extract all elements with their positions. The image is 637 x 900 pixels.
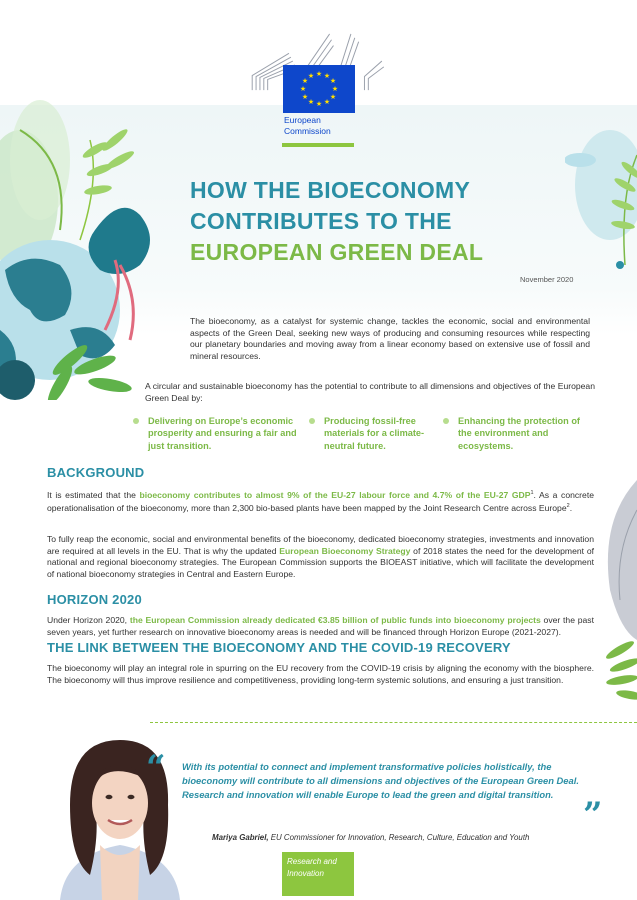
author-role: EU Commissioner for Innovation, Research, Culture, Education and Youth <box>268 833 530 842</box>
badge-line-2: Innovation <box>287 868 324 878</box>
intro-paragraph: The bioeconomy, as a catalyst for systemic change, tackles the economic, social and environmental aspects of the Green Deal, seeking new ways of producing and consuming resources while respecting our planetary boundaries and moving away from a linear economy based on extensive use of fossil and mineral resources. <box>190 316 590 361</box>
quote-attribution <box>212 833 529 842</box>
text-run: Under Horizon 2020, <box>47 615 130 625</box>
svg-text:★: ★ <box>299 85 307 93</box>
commission-logo-text <box>284 115 354 137</box>
covid-paragraph: The bioeconomy will play an integral role in spurring on the EU recovery from the COVID-19 crisis by aligning the economy with the biosphere. The bioeconomy will thus improve resilience and competitiveness, providing long-term systemic solutions, and ensuring a just transition. <box>47 663 594 685</box>
page-title <box>190 175 483 268</box>
right-lower-plants-decoration <box>590 480 637 710</box>
highlight-funding: the European Commission already dedicated €3.85 billion of public funds into bioeconomy projects <box>129 615 541 625</box>
svg-text:★: ★ <box>301 77 309 85</box>
publication-date: November 2020 <box>520 275 574 284</box>
svg-text:★: ★ <box>331 85 339 93</box>
close-quote-icon: ” <box>583 795 603 835</box>
research-innovation-badge <box>282 852 354 896</box>
bullet-dot-icon <box>133 418 139 424</box>
footnote-ref: 1 <box>530 490 534 496</box>
text-run: of 2018 states the need for the development of national and regional bioeconomy strategies. The European Commission supports the BIOEAST initiative, which will facilitate the development of national bioeconomy strategies in Central and Eastern Europe. <box>47 545 594 579</box>
covid-heading: THE LINK BETWEEN THE BIOECONOMY AND THE COVID-19 RECOVERY <box>47 640 511 655</box>
quote-divider <box>150 722 637 723</box>
bioeconomy-strategy-link[interactable]: European Bioeconomy Strategy <box>279 545 411 556</box>
logo-green-underline <box>282 143 354 147</box>
horizon-heading: HORIZON 2020 <box>47 592 142 607</box>
svg-text:★: ★ <box>323 72 331 80</box>
objectives-list <box>133 415 603 455</box>
svg-text:★: ★ <box>307 98 315 106</box>
title-line-1: HOW THE BIOECONOMY <box>190 177 471 203</box>
circular-bioeconomy-paragraph: A circular and sustainable bioeconomy has the potential to contribute to all dimensions and objectives of the European Green Deal by: <box>145 381 595 403</box>
text-run: . <box>569 503 573 514</box>
text-run: over the past seven years, yet further research on innovative bioeconomy areas is needed and will be financed through Horizon Europe (2021-2027). <box>47 615 594 637</box>
svg-text:★: ★ <box>301 93 309 101</box>
badge-line-1: Research and <box>287 857 337 866</box>
footnote-ref: 2 <box>566 503 570 510</box>
svg-text:★: ★ <box>315 100 323 108</box>
title-line-2: CONTRIBUTES TO THE <box>190 208 452 234</box>
globe-plants-illustration <box>0 100 160 400</box>
text-run: To fully reap the economic, social and environmental benefits of the bioeconomy, dedicated bioeconomy strategies, investments and innovation are required at all levels in the EU. That is why the updated <box>47 534 594 556</box>
author-name: Mariya Gabriel, <box>212 833 269 842</box>
bullet-dot-icon <box>309 418 315 424</box>
objective-text: Producing fossil-free materials for a climate-neutral future. <box>324 416 425 451</box>
commissioner-portrait <box>40 735 200 900</box>
text-run: It is estimated that the <box>47 489 140 500</box>
background-heading: BACKGROUND <box>47 465 145 480</box>
quote-text: With its potential to connect and implement transformative policies holistically, the bioeconomy will contribute to all dimensions and objectives of the European Green Deal. Research and innovation will enable Europe to lead the green and digital transition. <box>182 761 579 800</box>
open-quote-icon: “ <box>146 748 166 788</box>
text-run: . As a concrete operationalisation of the bioeconomy, more than 2,300 bio-based plants have been mapped by the Joint Research Centre across Europe <box>47 489 594 514</box>
highlight-labour-gdp: bioeconomy contributes to almost 9% of the EU-27 labour force and 4.7% of the EU-27 GDP <box>139 489 531 500</box>
objective-text: Delivering on Europe’s economic prosperity and ensuring a fair and just transition. <box>148 416 297 451</box>
eu-flag-icon <box>283 65 355 113</box>
svg-text:★: ★ <box>329 93 337 101</box>
right-leaves-decoration <box>565 125 637 275</box>
bullet-dot-icon <box>443 418 449 424</box>
svg-text:★: ★ <box>329 77 337 85</box>
svg-text:★: ★ <box>315 70 323 78</box>
svg-text:★: ★ <box>307 72 315 80</box>
horizon-paragraph <box>47 615 594 638</box>
background-paragraph-2 <box>47 534 594 580</box>
logo-line-european: European <box>284 115 321 125</box>
svg-text:★: ★ <box>323 98 331 106</box>
background-paragraph-1 <box>47 488 594 515</box>
title-line-3: EUROPEAN GREEN DEAL <box>190 239 484 265</box>
logo-line-commission: Commission <box>284 126 331 136</box>
objective-text: Enhancing the protection of the environment and ecosystems. <box>458 416 580 451</box>
